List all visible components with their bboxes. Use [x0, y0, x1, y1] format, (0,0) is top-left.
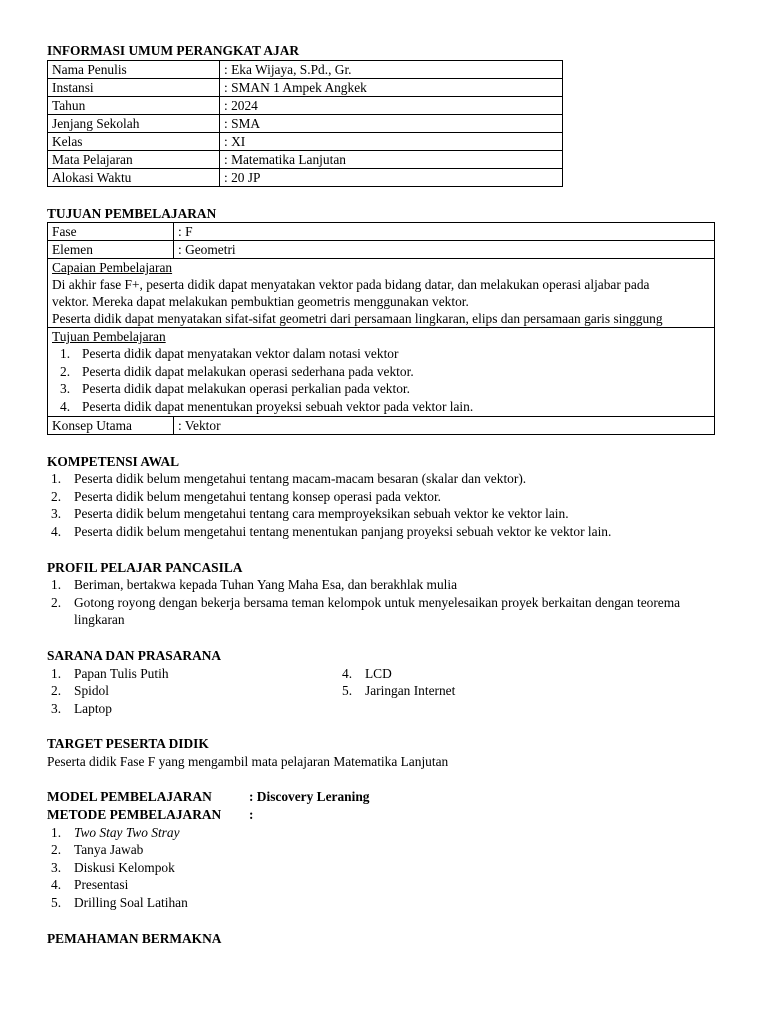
capaian-title: Capaian Pembelajaran	[52, 260, 173, 276]
sarana-list-col2	[338, 665, 638, 718]
item-number: 3.	[51, 506, 62, 522]
item-number: 4.	[51, 877, 62, 893]
item-text: Peserta didik belum mengetahui tentang macam-macam besaran (skalar dan vektor).	[74, 471, 527, 487]
list-item	[47, 488, 719, 506]
table-row	[48, 328, 715, 416]
tujuan-cell	[48, 328, 715, 416]
row-label: Jenjang Sekolah	[48, 114, 220, 132]
item-text: Peserta didik belum mengetahui tentang menentukan panjang proyeksi sebuah vektor ke vektor lain.	[74, 523, 612, 539]
list-item	[47, 824, 719, 842]
item-text: Gotong royong dengan bekerja bersama teman kelompok untuk menyelesaikan proyek berkaitan dengan teorema	[74, 594, 681, 610]
row-value: : SMA	[220, 114, 563, 132]
item-text-continued: lingkaran	[74, 612, 125, 628]
heading-kompetensi-awal: KOMPETENSI AWAL	[47, 453, 180, 469]
tujuan-title: Tujuan Pembelajaran	[52, 329, 166, 345]
item-number: 2.	[51, 594, 62, 610]
item-number: 1.	[51, 824, 62, 840]
row-label: Tahun	[48, 96, 220, 114]
list-item	[47, 841, 719, 859]
item-text: Peserta didik dapat melakukan operasi perkalian pada vektor.	[82, 381, 410, 397]
tujuan-pembelajaran-table	[47, 222, 715, 434]
item-number: 4.	[342, 665, 353, 681]
item-number: 2.	[51, 842, 62, 858]
item-number: 1.	[60, 346, 71, 362]
heading-pemahaman-bermakna: PEMAHAMAN BERMAKNA	[47, 930, 222, 946]
table-row	[48, 78, 563, 96]
item-text: Papan Tulis Putih	[74, 665, 169, 681]
row-label: Instansi	[48, 78, 220, 96]
item-number: 4.	[51, 523, 62, 539]
row-label: Mata Pelajaran	[48, 150, 220, 168]
heading-informasi-umum: INFORMASI UMUM PERANGKAT AJAR	[47, 43, 300, 58]
item-text: Diskusi Kelompok	[74, 859, 175, 875]
item-number: 3.	[51, 859, 62, 875]
list-item	[338, 682, 638, 700]
heading-tujuan-pembelajaran: TUJUAN PEMBELAJARAN	[47, 205, 217, 221]
list-item	[47, 876, 719, 894]
row-value: : SMAN 1 Ampek Angkek	[220, 78, 563, 96]
item-text: Peserta didik dapat melakukan operasi sederhana pada vektor.	[82, 363, 414, 379]
fase-value: : F	[174, 223, 715, 241]
table-row	[48, 132, 563, 150]
item-number: 2.	[60, 363, 71, 379]
list-item	[47, 665, 338, 683]
item-text: Peserta didik belum mengetahui tentang konsep operasi pada vektor.	[74, 488, 442, 504]
list-item	[47, 505, 719, 523]
informasi-umum-table	[47, 60, 563, 187]
item-number: 5.	[51, 895, 62, 911]
metode-value: :	[249, 807, 254, 823]
sarana-list-col1	[47, 665, 338, 718]
target-text: Peserta didik Fase F yang mengambil mata pelajaran Matematika Lanjutan	[47, 753, 449, 769]
list-item	[47, 700, 338, 718]
table-row	[48, 259, 715, 328]
kompetensi-list	[47, 470, 719, 540]
item-text: Peserta didik dapat menyatakan vektor dalam notasi vektor	[82, 346, 399, 362]
capaian-line: Di akhir fase F+, peserta didik dapat menyatakan vektor pada bidang datar, dan melakukan operasi aljabar pada	[52, 277, 650, 293]
metode-pembelajaran-row	[47, 806, 719, 824]
item-number: 1.	[51, 665, 62, 681]
table-row	[48, 114, 563, 132]
heading-sarana-prasarana: SARANA DAN PRASARANA	[47, 647, 222, 663]
item-number: 4.	[60, 398, 71, 414]
table-row	[48, 96, 563, 114]
item-text: Laptop	[74, 700, 112, 716]
row-value: : 20 JP	[220, 168, 563, 186]
capaian-line: vektor. Mereka dapat melakukan pembuktian geometris menggunakan vektor.	[52, 294, 469, 310]
item-text: LCD	[365, 665, 392, 681]
profil-list	[47, 576, 719, 629]
document-page	[47, 42, 719, 947]
item-text: Tanya Jawab	[74, 842, 144, 858]
item-text: Two Stay Two Stray	[74, 824, 180, 840]
table-row	[48, 241, 715, 259]
item-text: Jaringan Internet	[365, 683, 456, 699]
row-label: Alokasi Waktu	[48, 168, 220, 186]
list-item	[47, 594, 719, 629]
row-label: Kelas	[48, 132, 220, 150]
item-text: Peserta didik belum mengetahui tentang cara memproyeksikan sebuah vektor ke vektor lain.	[74, 506, 569, 522]
table-row	[48, 168, 563, 186]
row-value: : XI	[220, 132, 563, 150]
item-number: 5.	[342, 683, 353, 699]
list-item	[47, 682, 338, 700]
item-number: 1.	[51, 577, 62, 593]
row-value: : Eka Wijaya, S.Pd., Gr.	[220, 60, 563, 78]
item-text: Drilling Soal Latihan	[74, 895, 188, 911]
list-item	[47, 894, 719, 912]
model-pembelajaran-row	[47, 788, 719, 806]
konsep-value: : Vektor	[174, 416, 715, 434]
list-item	[52, 380, 710, 398]
item-text: Spidol	[74, 683, 109, 699]
fase-label: Fase	[48, 223, 174, 241]
elemen-value: : Geometri	[174, 241, 715, 259]
elemen-label: Elemen	[48, 241, 174, 259]
capaian-cell	[48, 259, 715, 328]
list-item	[338, 665, 638, 683]
item-number: 3.	[51, 700, 62, 716]
table-row	[48, 150, 563, 168]
list-item	[52, 363, 710, 381]
row-value: : Matematika Lanjutan	[220, 150, 563, 168]
model-label: MODEL PEMBELAJARAN	[47, 789, 212, 805]
capaian-line: Peserta didik dapat menyatakan sifat-sifat geometri dari persamaan lingkaran, elips dan persamaan garis singgung	[52, 311, 663, 327]
metode-label: METODE PEMBELAJARAN	[47, 807, 222, 823]
list-item	[47, 859, 719, 877]
item-number: 3.	[60, 381, 71, 397]
table-row	[48, 60, 563, 78]
row-label: Nama Penulis	[48, 60, 220, 78]
list-item	[52, 345, 710, 363]
model-value: : Discovery Leraning	[249, 789, 370, 805]
item-text: Peserta didik dapat menentukan proyeksi sebuah vektor pada vektor lain.	[82, 398, 474, 414]
heading-target-peserta-didik: TARGET PESERTA DIDIK	[47, 736, 209, 752]
row-value: : 2024	[220, 96, 563, 114]
list-item	[52, 398, 710, 416]
item-number: 2.	[51, 488, 62, 504]
list-item	[47, 470, 719, 488]
list-item	[47, 576, 719, 594]
item-number: 1.	[51, 471, 62, 487]
table-row	[48, 223, 715, 241]
item-text: Presentasi	[74, 877, 129, 893]
table-row	[48, 416, 715, 434]
tujuan-list	[52, 345, 710, 415]
list-item	[47, 523, 719, 541]
item-number: 2.	[51, 683, 62, 699]
item-text: Beriman, bertakwa kepada Tuhan Yang Maha Esa, dan berakhlak mulia	[74, 577, 458, 593]
konsep-label: Konsep Utama	[48, 416, 174, 434]
metode-list	[47, 824, 719, 912]
heading-profil-pelajar-pancasila: PROFIL PELAJAR PANCASILA	[47, 559, 243, 575]
sarana-columns	[47, 665, 719, 718]
